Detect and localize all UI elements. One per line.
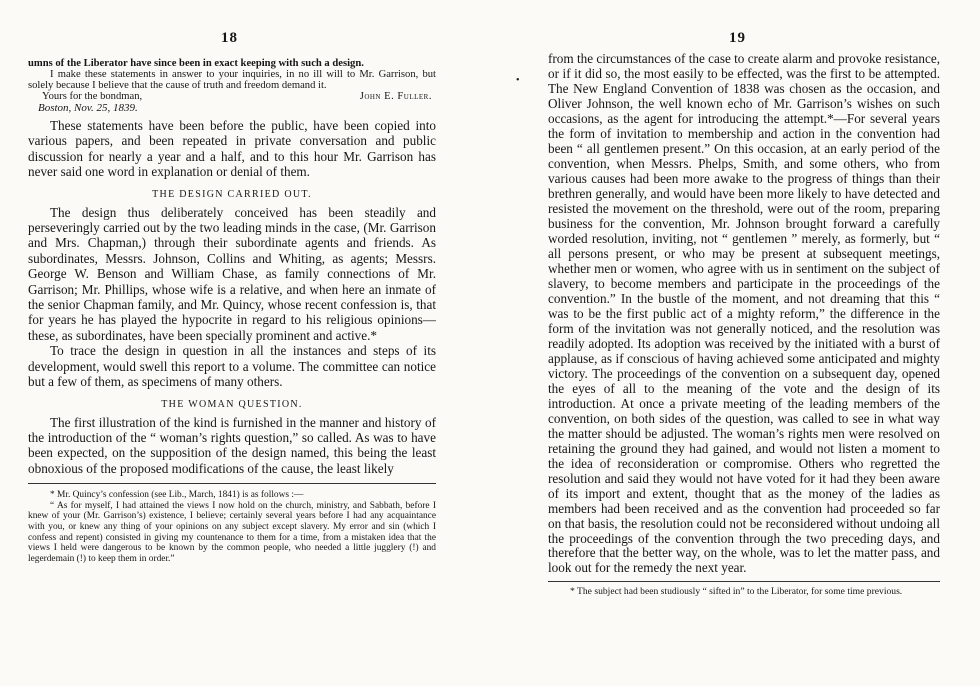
bullet-mark: • — [516, 75, 520, 86]
paragraph: These statements have been before the public, have been copied into various papers, and been repeated in private conversation and public discussion for nearly a year and a half, and to this hour Mr. Garrison has never said one word in explanation or denial of them. — [28, 118, 436, 180]
page-number: 18 — [221, 30, 238, 46]
signature: John E. Fuller. — [359, 91, 432, 102]
letter-text: I make these statements in answer to your inquiries, in no ill will to Mr. Garrison, but solely because I believe that the cause of truth and freedom demand it. — [28, 69, 436, 91]
closing: Yours for the bondman, — [42, 91, 143, 102]
right-page — [490, 0, 980, 686]
footnote-rule — [28, 483, 436, 484]
paragraph: from the circumstances of the case to create alarm and provoke resistance, or if it did so, the most easily to be effected, was the first to be attempted. The New England Convention of 1838 was chosen as the occasion, and Oliver Johnson, the well known echo of Mr. Garrison’s wishes on such occasions, as the agent for introducing the attempt.*—For several years the form of invitation to membership and action in the convention had been “ all gentlemen present.” On this occasion, at an early period of the convention, when Messrs. Phelps, Smith, and some others, who from various causes had been more awake to the progress of things than their brethren generally, and would have been more likely to have detected and resisted the movement on the threshold, were out of the room, preparing business for the convention, Mr. Johnson brought forward a carefully worded resolution, inviting, not “ gentlemen ” merely, as formerly, but “ all persons present, or who may be present at subsequent meetings, whether men or women, who agree with us in sentiment on the subject of slavery, to become members and participate in the proceedings of the convention.” In the bustle of the moment, and not dreaming that this “ was to be the first public act of a mighty reform,” the difference in the form of the invitation was not generally noticed, and the resolution was readily adopted. Its adoption was received by the initiated with a burst of applause, as if conscious of having achieved some anticipated and mighty victory. The proceedings of the convention on a subsequent day, opened the eyes of all to the meaning of the vote and the design of its introduction. At once a private meeting of the leading members of the convention, on both sides of the question, was called to see in what way the matter should be adjusted. The woman’s rights men were resolved on retaining the ground they had gained, and would not listen a moment to the idea of reconsideration or compromise. Others who regretted the resolution and said they would not have voted for it had they been aware of its import and extent, thought that as the money of the ladies as members had been received and as the convention had proceeded so far on that basis, the resolution could not be reconsidered without undoing all the proceedings of the convention through the two preceding days, and therefore that the better way, on the whole, was to let the matter pass, and look out for the remedy the next year. — [548, 51, 940, 576]
right-text-column — [548, 51, 940, 597]
signature-line — [28, 91, 436, 102]
page-number: 19 — [729, 30, 746, 46]
footnote-rule — [548, 581, 940, 582]
left-text-column — [28, 58, 436, 564]
footnote: “ As for myself, I had attained the views I now hold on the church, ministry, and Sabbath, before I knew of your (Mr. Garrison’s) existence, I believe; certainly several years before I had any acquaintance with you, or knew any thing of your opinions on any subject except slavery. My error and sin (which I confess and repent) consisted in giving my countenance to them for a time, from a mistaken idea that the views I held were dangerous to be known by the common people, who needed a little jugglery (!) and legerdemain (!) to keep them in order.” — [28, 500, 436, 564]
footnote: * The subject had been studiously “ sifted in” to the Liberator, for some time previous. — [570, 586, 903, 598]
footnote: * Mr. Quincy’s confession (see Lib., March, 1841) is as follows :— — [50, 490, 304, 501]
letter-text: umns of the Liberator have since been in exact keeping with such a design. — [28, 58, 364, 69]
section-heading: THE DESIGN CARRIED OUT. — [152, 188, 312, 200]
paragraph: The first illustration of the kind is furnished in the manner and history of the introduction of the “ woman’s rights question,” so called. As was to have been expected, on the supposition of the design named, this being the least obnoxious of the proposed modifications of the cause, the least likely — [28, 414, 436, 476]
paragraph: The design thus deliberately conceived has been steadily and perseveringly carried out by the two leading minds in the case, (Mr. Garrison and Mrs. Chapman,) through their subordinate agents and friends. As subordinates, Messrs. Johnson, Collins and Whiting, as agents; Messrs. George W. Benson and William Chase, as family connections of Mr. Garrison; Mr. Phillips, whose wife is a relative, and when here an inmate of the senior Chapman family, and Mr. Quincy, whose recent confession is, that for years he has played the hypocrite in regard to his religious opinions—these, as subordinates, have been specially prominent and active.* — [28, 204, 436, 343]
paragraph: To trace the design in question in all the instances and steps of its development, would swell this report to a volume. The committee can notice but a few of them, as specimens of many others. — [28, 343, 436, 390]
section-heading: THE WOMAN QUESTION. — [161, 398, 303, 410]
dateline: Boston, Nov. 25, 1839. — [38, 102, 138, 114]
